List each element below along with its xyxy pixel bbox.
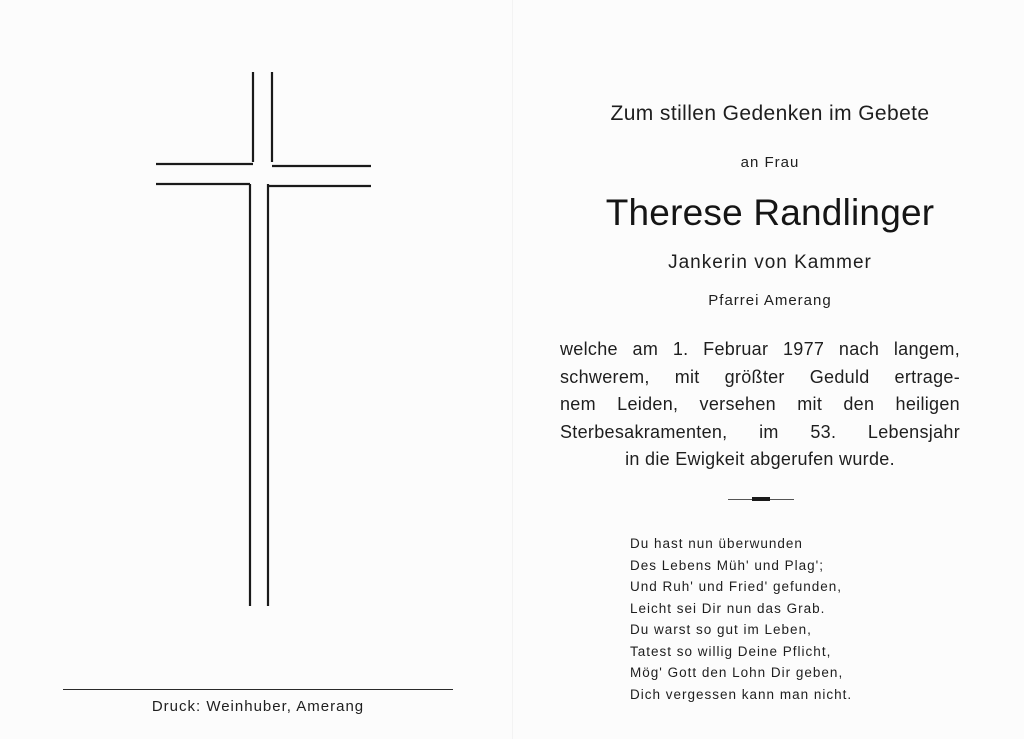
card-fold	[512, 0, 513, 739]
parish: Pfarrei Amerang	[708, 292, 832, 309]
poem-line: Tatest so willig Deine Pflicht,	[630, 643, 832, 659]
poem-line: Mög' Gott den Lohn Dir geben,	[630, 665, 844, 680]
house-name: Jankerin von Kammer	[668, 252, 872, 273]
poem-line: Dich vergessen kann man nicht.	[630, 686, 853, 702]
obituary-line: in die Ewigkeit abgerufen wurde.	[625, 449, 895, 469]
footer-divider	[63, 689, 453, 690]
obituary-line: nem Leiden, versehen mit den heiligen	[560, 394, 960, 414]
poem-line: Du warst so gut im Leben,	[630, 622, 812, 637]
memorial-poem	[630, 533, 930, 705]
obituary-line: welche am 1. Februar 1977 nach langem,	[560, 339, 960, 359]
obituary-line: Sterbesakramenten, im 53. Lebensjahr	[560, 421, 960, 442]
cross-icon	[150, 66, 380, 612]
ornament-mark	[752, 497, 770, 501]
poem-line: Des Lebens Müh' und Plag';	[630, 557, 825, 573]
printer-credit: Druck: Weinhuber, Amerang	[151, 698, 365, 715]
obituary-line: schwerem, mit größter Geduld ertrage-	[560, 366, 960, 387]
deceased-name: Therese Randlinger	[605, 192, 935, 233]
right-panel	[520, 0, 1020, 739]
poem-line: Leicht sei Dir nun das Grab.	[630, 600, 826, 616]
poem-line: Du hast nun überwunden	[630, 536, 803, 551]
intro-line: Zum stillen Gedenken im Gebete	[610, 102, 930, 125]
poem-line: Und Ruh' und Fried' gefunden,	[630, 579, 843, 594]
obituary-text	[560, 336, 960, 474]
salutation: an Frau	[740, 154, 800, 171]
